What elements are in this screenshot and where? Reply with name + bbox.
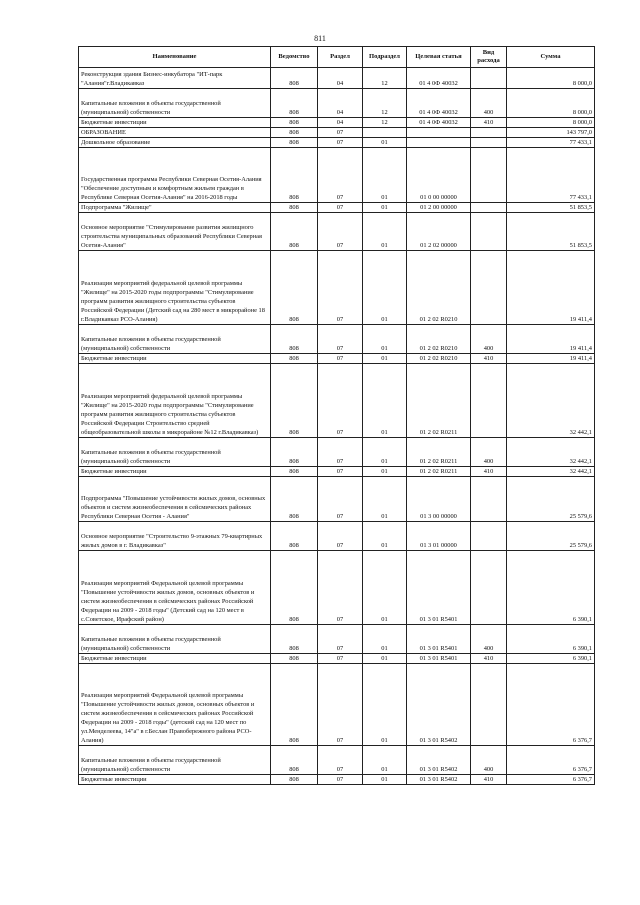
cell-department: 808 [271,364,318,438]
cell-subsection: 01 [363,551,407,625]
cell-sum: 6 390,1 [507,551,595,625]
cell-name: Бюджетные инвестиции [79,354,271,364]
cell-name: Бюджетные инвестиции [79,118,271,128]
cell-name: Подпрограмма "Повышение устойчивости жилых домов, основных объектов и систем жизнеобеспечения в сейсмических районах Республики Северная Осетия - Алания" [79,477,271,522]
cell-subsection: 01 [363,746,407,775]
cell-expense-type [471,551,507,625]
cell-expense-type: 400 [471,325,507,354]
cell-expense-type: 410 [471,354,507,364]
cell-target-article: 01 2 02 R0210 [407,354,471,364]
cell-name: Государственная программа Республики Северная Осетия-Алания "Обеспечение доступным и комфортным жильем граждан в Республике Северная Осетия-Алания" на 2016-2018 годы [79,148,271,203]
table-row [79,118,595,128]
cell-target-article: 01 3 01 R5402 [407,664,471,746]
cell-section: 04 [318,89,363,118]
table-row [79,148,595,203]
cell-sum: 51 853,5 [507,203,595,213]
cell-target-article: 01 4 0Ф 40032 [407,68,471,89]
cell-department: 808 [271,128,318,138]
table-row [79,664,595,746]
cell-name: Реализация мероприятий федеральной целевой программы "Жилище" на 2015-2020 годы подпрограммы "Стимулирование программ развития жилищного строительства субъектов Российской Федерации (Детский сад на 280 мест в микрорайоне 18 г.Владикавказ РСО-Алания) [79,251,271,325]
table-row [79,775,595,785]
cell-section: 07 [318,467,363,477]
cell-department: 808 [271,203,318,213]
cell-sum: 77 433,1 [507,138,595,148]
cell-department: 808 [271,354,318,364]
table-body [79,68,595,785]
table-row [79,522,595,551]
header-subsection: Подраздел [363,47,407,68]
table-row [79,477,595,522]
cell-target-article: 01 4 0Ф 40032 [407,118,471,128]
cell-section: 07 [318,438,363,467]
cell-sum: 8 000,0 [507,68,595,89]
cell-expense-type: 410 [471,654,507,664]
cell-section: 07 [318,477,363,522]
cell-department: 808 [271,438,318,467]
table-row [79,213,595,251]
cell-expense-type: 410 [471,467,507,477]
cell-subsection: 01 [363,775,407,785]
cell-department: 808 [271,775,318,785]
cell-department: 808 [271,746,318,775]
cell-subsection: 01 [363,522,407,551]
header-target-article: Целевая статья [407,47,471,68]
cell-target-article: 01 2 02 R0210 [407,325,471,354]
budget-table [78,46,595,785]
cell-subsection: 12 [363,68,407,89]
cell-target-article: 01 3 00 00000 [407,477,471,522]
cell-name: Подпрограмма "Жилище" [79,203,271,213]
cell-sum: 6 390,1 [507,654,595,664]
cell-department: 808 [271,522,318,551]
cell-target-article: 01 2 02 R0211 [407,467,471,477]
cell-subsection: 01 [363,213,407,251]
table-row [79,68,595,89]
cell-target-article: 01 3 01 R5401 [407,551,471,625]
table-row [79,625,595,654]
cell-sum: 25 579,6 [507,477,595,522]
cell-name: Бюджетные инвестиции [79,654,271,664]
table-row [79,746,595,775]
cell-expense-type [471,664,507,746]
cell-name: Капитальные вложения в объекты государственной (муниципальной) собственности [79,438,271,467]
cell-target-article: 01 3 01 R5401 [407,625,471,654]
table-row [79,138,595,148]
cell-name: Капитальные вложения в объекты государственной (муниципальной) собственности [79,325,271,354]
cell-department: 808 [271,251,318,325]
cell-sum: 19 411,4 [507,325,595,354]
cell-department: 808 [271,89,318,118]
cell-name: Реализация мероприятий Федеральной целевой программы "Повышение устойчивости жилых домов, основных объектов и систем жизнеобеспечения в сейсмических районах Российской Федерации на 2009 - 2018 годы" (детский сад на 120 мест по ул.Менделеева, 14"а" в г.Беслан Правобережного района РСО-Алания) [79,664,271,746]
table-row [79,325,595,354]
cell-subsection: 01 [363,251,407,325]
cell-sum: 6 376,7 [507,746,595,775]
header-expense-type: Вид расхода [471,47,507,68]
cell-department: 808 [271,325,318,354]
cell-department: 808 [271,148,318,203]
cell-sum: 6 376,7 [507,775,595,785]
cell-expense-type [471,477,507,522]
header-section: Раздел [318,47,363,68]
cell-name: Реализация мероприятий Федеральной целевой программы "Повышение устойчивости жилых домов, основных объектов и систем жизнеобеспечения в сейсмических районах Российской Федерации на 2009 - 2018 годы" (Детский сад на 120 мест в с.Советское, Ирафский район) [79,551,271,625]
cell-expense-type [471,128,507,138]
cell-section: 07 [318,325,363,354]
cell-name: ОБРАЗОВАНИЕ [79,128,271,138]
cell-section: 07 [318,213,363,251]
cell-expense-type: 410 [471,118,507,128]
cell-department: 808 [271,138,318,148]
cell-section: 07 [318,654,363,664]
cell-name: Реализация мероприятий федеральной целевой программы "Жилище" на 2015-2020 годы подпрограммы "Стимулирование программ развития жилищного строительства субъектов Российской Федерации Строительство средней общеобразовательной школы в микрорайоне №12 г.Владикавказ) [79,364,271,438]
cell-expense-type [471,522,507,551]
cell-sum: 143 797,0 [507,128,595,138]
cell-expense-type [471,203,507,213]
cell-section: 04 [318,118,363,128]
cell-name: Капитальные вложения в объекты государственной (муниципальной) собственности [79,89,271,118]
cell-sum: 51 853,5 [507,213,595,251]
cell-department: 808 [271,654,318,664]
cell-section: 07 [318,203,363,213]
cell-name: Капитальные вложения в объекты государственной (муниципальной) собственности [79,625,271,654]
cell-subsection: 01 [363,438,407,467]
cell-target-article: 01 3 01 R5402 [407,746,471,775]
cell-expense-type: 400 [471,89,507,118]
cell-target-article: 01 3 01 R5402 [407,775,471,785]
cell-name: Бюджетные инвестиции [79,775,271,785]
table-row [79,203,595,213]
cell-section: 07 [318,746,363,775]
cell-target-article [407,128,471,138]
cell-sum: 6 390,1 [507,625,595,654]
table-row [79,551,595,625]
cell-name: Основное мероприятие "Строительство 9-этажных 79-квартирных жилых домов в г. Владикавказ" [79,522,271,551]
cell-expense-type [471,138,507,148]
cell-target-article: 01 3 01 R5401 [407,654,471,664]
cell-subsection: 12 [363,89,407,118]
cell-section: 07 [318,364,363,438]
cell-section: 07 [318,251,363,325]
cell-target-article: 01 2 02 R0211 [407,364,471,438]
cell-subsection: 01 [363,625,407,654]
cell-section: 07 [318,148,363,203]
cell-subsection: 01 [363,354,407,364]
cell-sum: 32 442,1 [507,438,595,467]
cell-target-article: 01 2 00 00000 [407,203,471,213]
cell-subsection: 01 [363,325,407,354]
cell-section: 07 [318,354,363,364]
page-number: 811 [314,34,326,43]
cell-sum: 8 000,0 [507,89,595,118]
cell-expense-type [471,364,507,438]
cell-expense-type [471,213,507,251]
table-row [79,89,595,118]
cell-expense-type: 400 [471,746,507,775]
cell-section: 07 [318,664,363,746]
table-row [79,467,595,477]
cell-name: Реконструкция здания Бизнес-инкубатора "ИТ-парк "Алания"г.Владикавказ [79,68,271,89]
cell-department: 808 [271,68,318,89]
cell-target-article [407,138,471,148]
cell-expense-type: 410 [471,775,507,785]
table-row [79,438,595,467]
cell-sum: 19 411,4 [507,354,595,364]
table-header-row [79,47,595,68]
cell-expense-type: 400 [471,625,507,654]
cell-subsection: 01 [363,654,407,664]
cell-target-article: 01 2 02 R0211 [407,438,471,467]
table-row [79,364,595,438]
table-row [79,354,595,364]
table-row [79,251,595,325]
cell-section: 07 [318,138,363,148]
cell-subsection: 01 [363,664,407,746]
cell-name: Дошкольное образование [79,138,271,148]
cell-expense-type [471,251,507,325]
cell-section: 07 [318,128,363,138]
cell-target-article: 01 2 02 R0210 [407,251,471,325]
cell-expense-type: 400 [471,438,507,467]
cell-section: 07 [318,551,363,625]
cell-section: 07 [318,775,363,785]
cell-sum: 32 442,1 [507,364,595,438]
cell-department: 808 [271,477,318,522]
cell-expense-type [471,68,507,89]
cell-department: 808 [271,467,318,477]
cell-subsection: 01 [363,477,407,522]
cell-subsection: 01 [363,148,407,203]
header-department: Ведомство [271,47,318,68]
cell-section: 07 [318,522,363,551]
cell-sum: 25 579,6 [507,522,595,551]
cell-sum: 19 411,4 [507,251,595,325]
cell-department: 808 [271,551,318,625]
cell-target-article: 01 3 01 00000 [407,522,471,551]
cell-section: 04 [318,68,363,89]
header-sum: Сумма [507,47,595,68]
cell-department: 808 [271,213,318,251]
cell-name: Основное мероприятие "Стимулирование развития жилищного строительства муниципальных образований Республики Северная Осетия-Алания" [79,213,271,251]
cell-department: 808 [271,664,318,746]
cell-subsection: 01 [363,364,407,438]
cell-subsection: 01 [363,203,407,213]
cell-sum: 8 000,0 [507,118,595,128]
cell-name: Капитальные вложения в объекты государственной (муниципальной) собственности [79,746,271,775]
cell-expense-type [471,148,507,203]
cell-subsection [363,128,407,138]
table-row [79,654,595,664]
header-name: Наименование [79,47,271,68]
cell-target-article: 01 4 0Ф 40032 [407,89,471,118]
cell-department: 808 [271,625,318,654]
cell-target-article: 01 2 02 00000 [407,213,471,251]
cell-subsection: 01 [363,467,407,477]
cell-subsection: 12 [363,118,407,128]
cell-subsection: 01 [363,138,407,148]
cell-sum: 6 376,7 [507,664,595,746]
cell-sum: 77 433,1 [507,148,595,203]
cell-target-article: 01 0 00 00000 [407,148,471,203]
cell-name: Бюджетные инвестиции [79,467,271,477]
cell-department: 808 [271,118,318,128]
table-row [79,128,595,138]
cell-section: 07 [318,625,363,654]
cell-sum: 32 442,1 [507,467,595,477]
